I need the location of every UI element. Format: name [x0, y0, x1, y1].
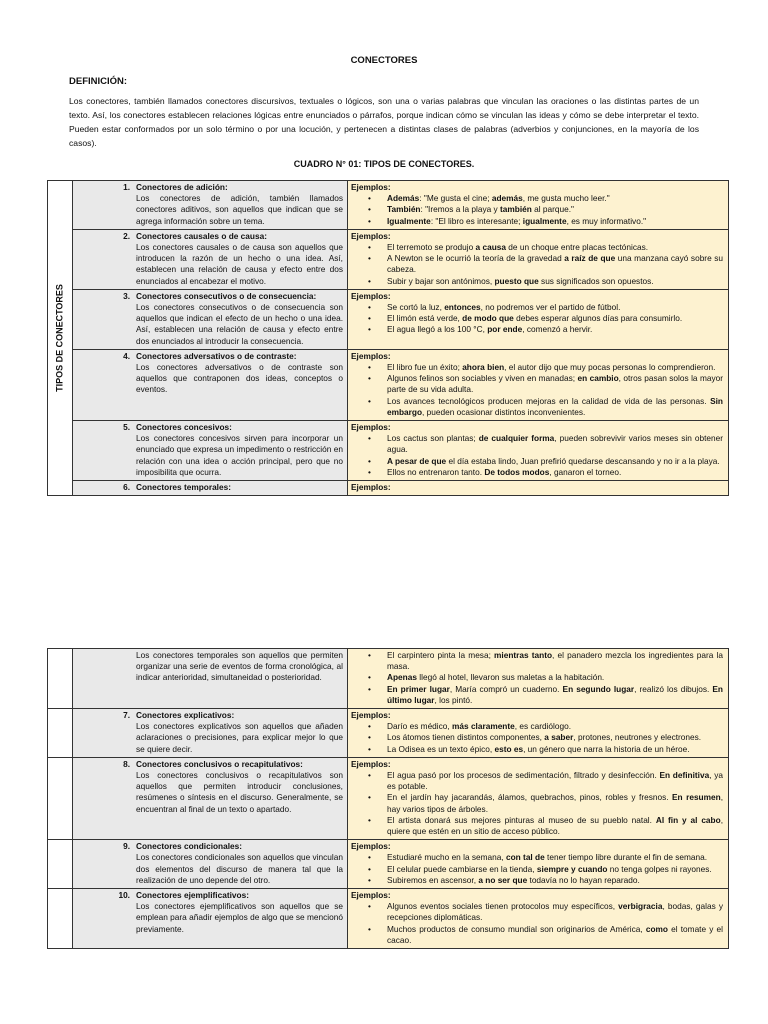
example-item [351, 467, 723, 478]
example-item [351, 792, 723, 814]
example-text: Muchos productos de consumo mundial son originarios de América, [387, 923, 646, 934]
connector-highlight: a saber [544, 732, 574, 743]
connector-highlight: También [387, 204, 421, 215]
example-item [351, 924, 723, 946]
example-text: , otros pasan solos la mayor parte de su vida adulta. [387, 373, 723, 395]
connectors-table-page-1 [47, 180, 729, 496]
connectors-table-page-2 [47, 648, 729, 949]
connector-highlight: de cualquier forma [478, 433, 555, 444]
example-item [351, 324, 723, 335]
example-text: el tomate y el cacao. [387, 923, 723, 945]
example-item [351, 650, 723, 672]
example-text: , los pintó. [434, 694, 473, 705]
example-item [351, 433, 723, 455]
example-text: El agua llegó a los 100 °C, [387, 324, 488, 335]
page-gap [0, 590, 768, 640]
connector-highlight: A pesar de que [387, 455, 447, 466]
connector-highlight: En primer lugar [387, 683, 450, 694]
example-item [351, 253, 723, 275]
connector-highlight: En último lugar [387, 683, 723, 705]
examples-list [351, 362, 723, 418]
connector-highlight: verbigracia [618, 901, 663, 912]
connector-name: Conectores de adición: [136, 182, 228, 192]
connector-row [48, 840, 729, 889]
examples-label: Ejemplos: [351, 710, 391, 721]
example-text: El carpintero pinta la mesa; [387, 650, 495, 660]
example-text: , María compró un cuaderno. [449, 683, 563, 694]
example-item [351, 373, 723, 395]
example-text: , pueden sobrevivir varios meses sin obtener agua. [387, 433, 724, 455]
example-text: Darío es médico, [387, 721, 453, 732]
connector-highlight: con tal de [506, 852, 545, 863]
connector-description: Los conectores explicativos son aquellos que añaden aclaraciones o precisiones, para explicar mejor lo que se quiere decir. [136, 721, 343, 754]
example-item [351, 684, 723, 706]
connector-row [48, 709, 729, 758]
example-text: , hay varios tipos de árboles. [387, 792, 723, 814]
example-text: , comenzó a hervir. [522, 324, 593, 335]
example-text: Ellos no entrenaron tanto. [387, 466, 485, 477]
example-item [351, 721, 723, 732]
example-item [351, 672, 723, 683]
connector-highlight: siempre y cuando [536, 863, 608, 874]
examples-list [351, 650, 723, 706]
example-text: todavía no lo hayan reparado. [527, 874, 640, 885]
example-item [351, 732, 723, 743]
connector-description: Los conectores adversativos o de contraste son aquellos que contraponen dos ideas, conceptos o eventos. [136, 362, 343, 395]
connector-number: 8. [123, 758, 130, 769]
examples-cell [348, 181, 729, 230]
example-text: Los átomos tienen distintos componentes, [387, 732, 545, 743]
example-item [351, 242, 723, 253]
examples-list [351, 302, 723, 336]
example-text: El limón está verde, [387, 313, 463, 324]
connector-type-heading [73, 231, 343, 242]
connector-type-heading [73, 710, 343, 721]
document-title: CONECTORES [350, 55, 418, 66]
example-text: sus significados son opuestos. [538, 275, 654, 286]
connector-highlight: igualmente [522, 215, 567, 226]
example-text: El terremoto se produjo [387, 242, 476, 253]
connector-highlight: de modo que [462, 313, 514, 324]
example-text: , un género que narra la historia de un héroe. [523, 743, 690, 754]
example-item [351, 276, 723, 287]
example-text: , ya es potable. [387, 770, 724, 792]
example-text: : "El libro es interesante; [430, 215, 523, 226]
connector-highlight: De todos modos [484, 466, 550, 477]
example-text: , pueden ocasionar distintos inconvenientes. [422, 406, 586, 417]
connector-type-heading [73, 759, 343, 770]
connector-number: 1. [123, 182, 130, 192]
connector-highlight: a raíz de que [564, 253, 616, 264]
connector-number: 3. [123, 290, 130, 301]
example-item [351, 852, 723, 863]
examples-cell [348, 349, 729, 420]
example-text: : "Iremos a la playa y [420, 204, 500, 215]
connector-row [48, 421, 729, 481]
connector-highlight: mientras tanto [494, 650, 553, 660]
connector-type-heading [73, 291, 343, 302]
example-text: tener tiempo libre durante el fin de semana. [544, 852, 708, 863]
connector-type-cell [73, 709, 348, 758]
example-text: , protones, neutrones y electrones. [573, 732, 702, 743]
examples-label: Ejemplos: [351, 890, 391, 901]
connector-highlight: como [645, 923, 668, 934]
connector-highlight: también [500, 204, 532, 215]
side-blank-cell [48, 889, 73, 949]
examples-cell [348, 709, 729, 758]
examples-cell [348, 889, 729, 949]
intro-paragraph: Los conectores, también llamados conectores discursivos, textuales o lógicos, son una o varias palabras que vinculan las oraciones o las distintas partes de un texto. Así, los conectores establecen relaciones lógicas entre enunciados o párrafos, porque indican cómo se vinculan las ideas y cómo se debe interpretar el texto. Pueden estar conformados por un solo término o por una locución, y pertenecen a distintas clases de palabras (adverbios y conjunciones, en la mayoría de los casos). [69, 96, 699, 148]
example-text: , me gusta mucho leer." [522, 193, 610, 204]
examples-cell [348, 649, 729, 709]
connector-highlight: por ende [487, 324, 523, 335]
connector-row [48, 181, 729, 230]
connector-description: Los conectores condicionales son aquellos que vinculan dos elementos del discurso de manera tal que la realización de uno depende del otro. [136, 852, 343, 885]
example-text: no tenga golpes ni rayones. [607, 863, 712, 874]
side-blank-cell [48, 757, 73, 839]
examples-list [351, 852, 723, 886]
connector-highlight: Sin embargo [387, 395, 723, 417]
connector-highlight: Además [387, 193, 420, 204]
connector-type-cell [73, 481, 348, 496]
table-caption: CUADRO N° 01: TIPOS DE CONECTORES. [293, 159, 475, 169]
connector-highlight: a causa [475, 242, 506, 253]
connector-type-cell [73, 289, 348, 349]
example-item [351, 744, 723, 755]
connector-type-cell [73, 421, 348, 481]
examples-label: Ejemplos: [351, 841, 391, 852]
connector-highlight: Igualmente [387, 215, 431, 226]
example-text: Se cortó la luz, [387, 302, 445, 313]
connector-row [48, 289, 729, 349]
example-text: una manzana cayó sobre su cabeza. [387, 253, 723, 275]
examples-list [351, 193, 723, 227]
connector-name: Conectores causales o de causa: [136, 230, 267, 241]
example-item [351, 216, 723, 227]
example-text: de un choque entre placas tectónicas. [506, 242, 649, 253]
examples-cell [348, 289, 729, 349]
examples-list [351, 242, 723, 287]
example-text: El celular puede cambiarse en la tienda, [387, 863, 537, 874]
connector-highlight: Al fin y al cabo [655, 814, 721, 825]
example-text: Los cactus son plantas; [387, 433, 479, 444]
examples-cell [348, 757, 729, 839]
example-text: , no podremos ver el partido de fútbol. [480, 302, 621, 313]
example-text: , es cardiólogo. [514, 721, 572, 732]
connector-row [48, 481, 729, 496]
example-text: Estudiaré mucho en la semana, [387, 852, 506, 863]
connector-highlight: en cambio [577, 373, 619, 384]
connector-type-cell [73, 649, 348, 709]
connector-number: 10. [118, 890, 130, 901]
side-blank-cell [48, 709, 73, 758]
connector-row [48, 889, 729, 949]
connector-number: 7. [123, 710, 130, 721]
examples-list [351, 433, 723, 478]
connector-name: Conectores conclusivos o recapitulativos: [136, 758, 303, 769]
connector-highlight: En segundo lugar [562, 683, 635, 694]
example-item [351, 901, 723, 923]
connector-name: Conectores consecutivos o de consecuencia: [136, 290, 317, 301]
examples-label: Ejemplos: [351, 290, 391, 301]
example-text: , ganaron el torneo. [549, 466, 622, 477]
examples-list [351, 721, 723, 755]
example-text: El libro fue un éxito; [387, 362, 463, 373]
connector-description: Los conectores consecutivos o de consecuencia son aquellos que indican el efecto de un hecho o una idea. Así, establecen una relación de causa y efecto entre dos enunciados al introducir la consecuencia. [136, 302, 343, 346]
connector-highlight: ahora bien [462, 362, 505, 373]
example-item [351, 770, 723, 792]
connector-type-cell [73, 229, 348, 289]
example-item [351, 302, 723, 313]
example-text: llegó al hotel, llevaron sus maletas a la habitación. [416, 672, 605, 683]
connector-highlight: En definitiva [659, 770, 710, 781]
connector-name: Conectores adversativos o de contraste: [136, 350, 297, 361]
definition-label: DEFINICIÓN: [69, 76, 128, 87]
example-item [351, 815, 723, 837]
example-text: el día estaba lindo, Juan prefirió quedarse descansando y no ir a la playa. [446, 455, 720, 466]
connector-description: Los conectores temporales son aquellos que permiten organizar una serie de eventos de forma cronológica, al indicar anterioridad, simultaneidad o posterioridad. [136, 650, 343, 683]
example-text: El artista donará sus mejores pinturas al museo de su pueblo natal. [387, 814, 656, 825]
examples-label: Ejemplos: [351, 182, 391, 192]
connector-highlight: más claramente [452, 721, 515, 732]
example-item [351, 864, 723, 875]
connector-description: Los conectores conclusivos o recapitulativos son aquellos que permiten introducir conclusiones, resúmenes o síntesis en el discurso. Generalmente, se encuentran al final de un texto o apartado. [136, 770, 343, 814]
connector-highlight: puesto que [494, 275, 539, 286]
examples-cell [348, 840, 729, 889]
example-text: al parque." [531, 204, 574, 215]
example-text: , es muy informativo." [566, 215, 647, 226]
connector-description: Los conectores de adición, también llamados conectores aditivos, son aquellos que indican que se agrega información sobre un tema. [136, 193, 343, 226]
connector-highlight: a no ser que [478, 874, 528, 885]
connector-type-cell [73, 349, 348, 420]
example-item [351, 362, 723, 373]
connector-name: Conectores temporales: [136, 482, 231, 493]
connector-row [48, 349, 729, 420]
example-text: A Newton se le ocurrió la teoría de la gravedad [387, 253, 565, 264]
connector-highlight: además [491, 193, 523, 204]
example-text: Algunos eventos sociales tienen protocolos muy específicos, [387, 901, 619, 912]
examples-cell [348, 481, 729, 496]
example-text: La Odisea es un texto épico, [387, 743, 495, 754]
example-item [351, 875, 723, 886]
example-text: , el panadero mezcla los ingredientes para la masa. [387, 650, 724, 672]
examples-list [351, 770, 723, 837]
connector-row [48, 757, 729, 839]
connector-description: Los conectores concesivos sirven para incorporar un enunciado que expresa un impedimento o restricción en relación con una idea o acción principal, pero que no imposibilita que ocurra. [136, 433, 343, 477]
connector-description: Los conectores causales o de causa son aquellos que introducen la razón de un hecho o una idea. Así, establecen una relación de causa y efecto entre dos enunciados al encabezar el motivo. [136, 242, 343, 286]
document-page-2 [0, 640, 768, 1024]
connector-highlight: entonces [444, 302, 481, 313]
connector-type-cell [73, 840, 348, 889]
examples-label: Ejemplos: [351, 422, 391, 433]
examples-label: Ejemplos: [351, 350, 391, 361]
examples-cell [348, 229, 729, 289]
connector-type-cell [73, 889, 348, 949]
example-item [351, 204, 723, 215]
connector-description: Los conectores ejemplificativos son aquellos que se emplean para añadir ejemplos de algo que se mencionó previamente. [136, 901, 343, 934]
connector-type-heading [73, 482, 343, 493]
connector-number: 5. [123, 422, 130, 433]
connector-highlight: Apenas [387, 672, 417, 683]
connector-type-heading [73, 890, 343, 901]
connector-number: 4. [123, 350, 130, 361]
connector-name: Conectores explicativos: [136, 710, 235, 721]
connector-type-cell [73, 181, 348, 230]
connector-type-cell [73, 757, 348, 839]
connector-number: 6. [123, 482, 130, 493]
example-text: : "Me gusta el cine; [419, 193, 492, 204]
side-blank-cell [48, 840, 73, 889]
connector-type-heading [73, 422, 343, 433]
example-text: Algunos felinos son sociables y viven en manadas; [387, 373, 578, 384]
side-label: TIPOS DE CONECTORES [54, 284, 65, 393]
example-text: , bodas, galas y recepciones diplomáticas. [387, 901, 723, 923]
example-item [351, 313, 723, 324]
connector-highlight: esto es [494, 743, 524, 754]
example-item [351, 193, 723, 204]
connector-name: Conectores concesivos: [136, 422, 232, 433]
example-text: En el jardín hay jacarandás, álamos, quebrachos, pinos, robles y fresnos. [387, 792, 673, 803]
example-text: Subiremos en ascensor, [387, 874, 479, 885]
examples-label: Ejemplos: [351, 482, 391, 493]
examples-cell [348, 421, 729, 481]
side-label-cell [48, 181, 73, 496]
example-text: El agua pasó por los procesos de sedimentación, filtrado y desinfección. [387, 770, 660, 781]
connector-type-heading [73, 182, 343, 193]
connector-highlight: En resumen [672, 792, 721, 803]
side-blank-cell [48, 649, 73, 709]
example-text: , quiere que estén en un sitio de acceso público. [387, 814, 723, 837]
example-text: debes esperar algunos días para consumirlo. [513, 313, 683, 324]
example-text: Subir y bajar son antónimos, [387, 275, 495, 286]
connector-type-heading [73, 841, 343, 852]
examples-list [351, 901, 723, 946]
connector-name: Conectores condicionales: [136, 841, 243, 852]
examples-label: Ejemplos: [351, 758, 391, 769]
example-text: , el autor dijo que muy pocas personas lo comprendieron. [504, 362, 716, 373]
example-text: Los avances tecnológicos producen mejoras en la calidad de vida de las personas. [387, 395, 711, 406]
connector-name: Conectores ejemplificativos: [136, 890, 249, 901]
example-text: , realizó los dibujos. [634, 683, 713, 694]
connector-type-heading [73, 351, 343, 362]
connector-row [48, 229, 729, 289]
connector-number: 2. [123, 230, 130, 241]
example-item [351, 456, 723, 467]
connector-number: 9. [123, 841, 130, 852]
examples-label: Ejemplos: [351, 230, 391, 241]
example-item [351, 396, 723, 418]
connector-row [48, 649, 729, 709]
